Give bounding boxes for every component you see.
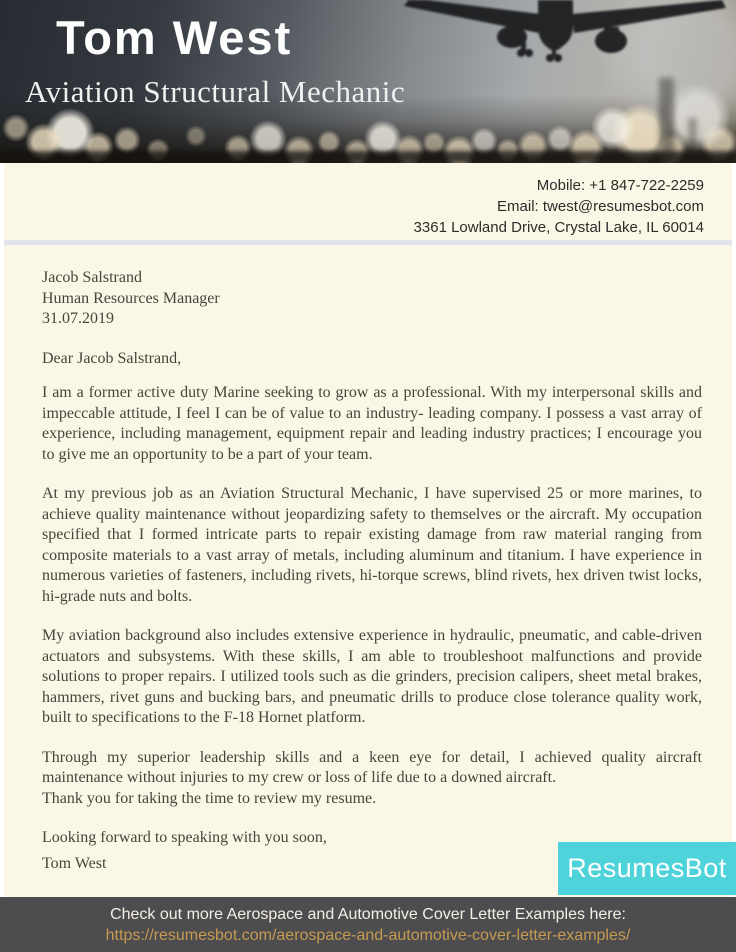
contact-info — [414, 175, 704, 238]
footer-promo — [0, 897, 736, 952]
footer-text: Check out more Aerospace and Automotive Cover Letter Examples here: — [110, 906, 626, 923]
contact-mobile: Mobile: +1 847-722-2259 — [536, 177, 704, 194]
brand-label: ResumesBot — [567, 853, 727, 883]
paragraph-3: My aviation background also includes extensive experience in hydraulic, pneumatic, and cable-driven actuators and subsystems. With these skills, I am able to troubleshoot malfunctions and provide solutions to proper repairs. I utilized tools such as die grinders, precision calipers, sheet metal brakes, hammers, rivet guns and bucking bars, and pneumatic drills to produce close tolerance quality work, built to specifications to the F-18 Hornet platform. — [42, 627, 702, 726]
paragraph-2: At my previous job as an Aviation Structural Mechanic, I have supervised 25 or more marines, to achieve quality maintenance without jeopardizing safety to themselves or the aircraft. My occupation specified that I formed intricate parts to repair existing damage from raw material ranging from composite materials to a vast array of metals, including aluminum and titanium. I have experience in numerous varieties of fasteners, including rivets, hi-torque screws, blind rivets, hex driven twist locks, hi-grade nuts and bolts. — [42, 485, 702, 605]
letter-sheet — [4, 163, 732, 897]
letter-date: 31.07.2019 — [42, 310, 114, 327]
resumesbot-brand-badge[interactable] — [558, 842, 736, 895]
recipient-block — [42, 268, 702, 330]
paragraph-4-line-1: Through my superior leadership skills and a keen eye for detail, I achieved quality aircraft maintenance without injuries to my crew or loss of life due to a downed aircraft. — [42, 748, 702, 786]
recipient-title: Human Resources Manager — [42, 289, 220, 307]
hero-header — [0, 0, 736, 163]
candidate-name: Tom West — [56, 11, 293, 64]
contact-address: 3361 Lowland Drive, Crystal Lake, IL 60014 — [413, 219, 704, 236]
recipient-name: Jacob Salstrand — [42, 269, 142, 286]
closing-line: Looking forward to speaking with you soon, — [42, 829, 327, 846]
paragraph-4-line-2: Thank you for taking the time to review my resume. — [42, 789, 377, 807]
letter-body — [42, 268, 702, 874]
paragraph-4 — [42, 748, 702, 810]
footer-link[interactable]: https://resumesbot.com/aerospace-and-automotive-cover-letter-examples/ — [105, 927, 631, 944]
airplane-silhouette-icon — [400, 0, 730, 70]
signature-name: Tom West — [42, 854, 107, 872]
candidate-job-title: Aviation Structural Mechanic — [25, 74, 406, 109]
section-divider — [4, 240, 732, 245]
horizon-skyline — [0, 151, 736, 163]
contact-email: Email: twest@resumesbot.com — [497, 198, 704, 215]
paragraph-1: I am a former active duty Marine seeking to grow as a professional. With my interpersonal skills and impeccable attitude, I feel I can be of value to an industry- leading company. I possess a vast array of experience, including management, equipment repair and leading industry practices; I encourage you to give me an opportunity to be a part of your team. — [42, 384, 702, 463]
salutation: Dear Jacob Salstrand, — [42, 349, 182, 367]
